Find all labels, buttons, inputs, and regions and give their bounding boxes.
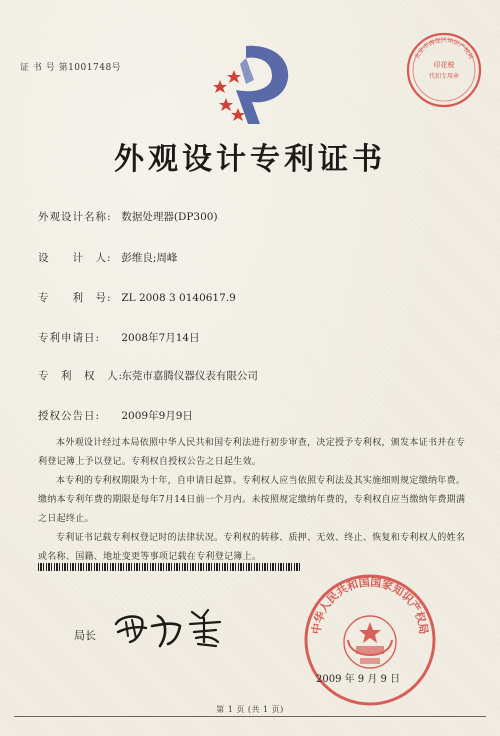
issue-date: 2009 年 9 月 9 日 (316, 674, 401, 685)
field-patentee (38, 368, 258, 383)
director-label: 局长 (74, 629, 96, 642)
barcode-strip (38, 563, 302, 571)
bottom-divider (14, 716, 486, 717)
certificate-body (38, 434, 466, 567)
field-label: 专 利 号: (38, 292, 112, 304)
field-designer (38, 250, 177, 265)
field-label: 专利申请日: (38, 332, 101, 344)
field-patent-number (38, 290, 236, 305)
field-value: 2009年9月9日 (121, 410, 193, 422)
field-value: ZL 2008 3 0140617.9 (121, 292, 236, 304)
field-value: 东莞市嘉腾仪器仪表有限公司 (121, 370, 258, 382)
page-title: 外观设计专利证书 (114, 142, 386, 177)
svg-text:印花税: 印花税 (433, 61, 455, 69)
paragraph-legal-status: 专利证书记载专利权登记时的法律状况。专利权的转移、质押、无效、终止、恢复和专利权人的姓名或名称、国籍、地址变更等事项记载在专利登记簿上。 (38, 533, 466, 562)
field-value: 数据处理器(DP300) (121, 211, 218, 223)
paragraph-grant: 本外观设计经过本局依照中华人民共和国专利法进行初步审查，决定授予专利权，颁发本证书并在专利登记簿上予以登记。专利权自授权公告之日起生效。 (38, 438, 466, 467)
paragraph-term: 本专利的专利权期限为十年，自申请日起算。专利权人应当依照专利法及其实施细则规定缴纳年费。缴纳本专利年费的期限是每年7月14日前一个月内。未按照规定缴纳年费的，专利权自应当缴纳年费期满之日起终止。 (38, 476, 466, 524)
page-number: 第 1 页 (共 1 页) (216, 705, 284, 714)
certificate-number: 证 书 号 第1001748号 (20, 63, 122, 73)
svg-text:北京市海淀区知识产权局: 北京市海淀区知识产权局 (413, 37, 475, 61)
field-value: 2008年7月14日 (121, 332, 200, 344)
sipo-seal-stamp (300, 570, 440, 710)
director-signature (108, 602, 238, 652)
field-grant-date (38, 408, 193, 423)
field-label: 授权公告日: (38, 410, 101, 422)
tax-seal-stamp (404, 30, 484, 110)
field-value: 彭维良;周峰 (121, 252, 178, 264)
svg-text:代扣专用章: 代扣专用章 (428, 73, 460, 80)
field-application-date (38, 330, 200, 345)
field-design-name (38, 209, 218, 224)
field-label: 专 利 权 人: (38, 370, 124, 382)
svg-text:中华人民共和国国家知识产权局: 中华人民共和国国家知识产权局 (309, 575, 431, 636)
field-label: 设 计 人: (38, 252, 112, 264)
patent-office-logo (206, 40, 298, 126)
field-label: 外观设计名称: (38, 211, 112, 223)
